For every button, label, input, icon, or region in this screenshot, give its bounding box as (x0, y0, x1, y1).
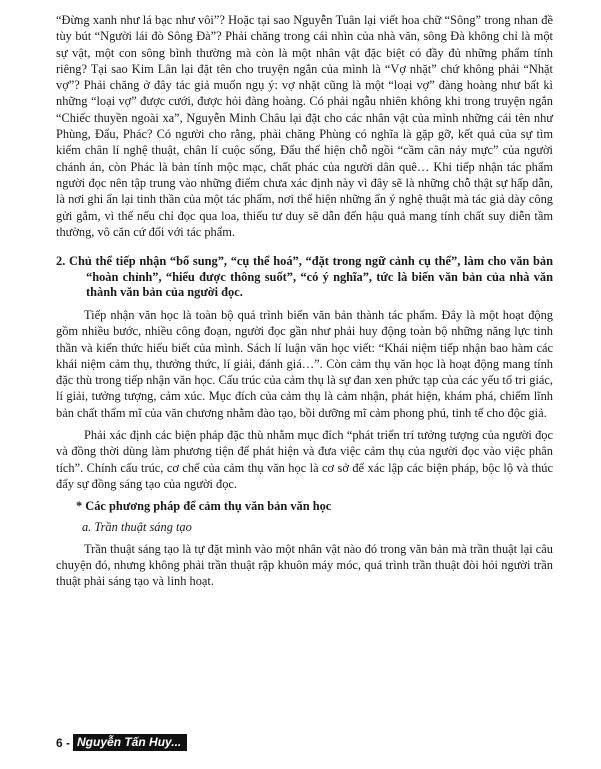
body-paragraph: Tiếp nhận văn học là toàn bộ quá trình biến văn bản thành tác phẩm. Đây là một hoạt động gồm nhiều bước, nhiều công đoạn, người đọc gần như phải huy động toàn bộ những năng lực tinh thần và kiến thức hiểu biết của mình. Sách lí luận văn học viết: “Khái niệm tiếp nhận bao hàm các khái niệm cảm thụ, thưởng thức, lí giải, đánh giá…”. Còn cảm thụ văn học là hoạt động mang tính đặc thù trong tiếp nhận văn học. Cấu trúc của cảm thụ là sự đan xen phức tạp của các yếu tố tri giác, lí giải, tưởng tượng, cảm xúc. Mục đích của cảm thụ là cảm nhận, phát hiện, khám phá, chiếm lĩnh bản chất thẩm mĩ của văn chương nhằm đào tạo, bồi dưỡng mĩ cảm phong phú, tinh tế cho độc giả. (56, 307, 553, 420)
author-label: Nguyễn Tấn Huy... (73, 734, 187, 751)
subsection-heading: * Các phương pháp để cảm thụ văn bản văn học (76, 499, 332, 514)
subsubsection-heading: a. Trần thuật sáng tạo (82, 519, 192, 534)
body-paragraph: Trần thuật sáng tạo là tự đặt mình vào một nhân vật nào đó trong văn bản mà trần thuật lại câu chuyện đó, nhưng không phải trần thuật rập khuôn máy móc, quá trình trần thuật đòi hỏi người trần thuật phải sáng tạo và linh hoạt. (56, 541, 553, 589)
page-content (56, 12, 553, 590)
page-footer (56, 734, 187, 751)
intro-paragraph: “Đừng xanh như lá bạc như vôi”? Hoặc tại sao Nguyễn Tuân lại viết hoa chữ “Sông” trong nhan đề tùy bút “Người lái đò Sông Đà”? Phải chăng trong cái nhìn của nhà văn, sông Đà không chỉ là một sự vật, một con sông bình thường mà còn là một nhân vật đặc biệt có đầy đủ những phẩm tính riêng? Tại sao Kim Lân lại đặt tên cho truyện ngắn của mình là “Vợ nhặt” chứ không phải “Nhặt vợ”? Phải chăng ở đây tác giả muốn ngụ ý: vợ nhặt cũng là một “loại vợ” đàng hoàng như bất kì những “loại vợ” được cưới, được hỏi đàng hoàng. Có phải ngẫu nhiên không khi trong truyện ngắn “Chiếc thuyền ngoài xa”, Nguyễn Minh Châu lại đặt cho các nhân vật của mình những cái tên như Phùng, Đẩu, Phác? Có người cho rằng, phải chăng Phùng có nghĩa là gặp gỡ, kết quả của sự tìm kiếm chân lí nghệ thuật, chân lí cuộc sống, Đẩu thể hiện chỗ ngồi “cầm cân nảy mực” của người chánh án, còn Phác là bản tính mộc mạc, chất phác của người dân quê… Khi tiếp nhận tác phẩm người đọc nên tập trung vào những điểm chưa xác định này vì đây sẽ là những chỗ thật sự hấp dẫn, là nơi ghi ẩn lại tinh thần của một tác phẩm, nơi thể hiện những ẩn ý nghệ thuật mà tác giả dày công gửi gắm, vì thế nếu chỉ đọc qua loa, thiếu tư duy sẽ dẫn đến hậu quả mang tính chất suy diễn tầm thường, vô căn cứ đối với tác phẩm. (56, 13, 553, 239)
section-heading: 2. Chủ thể tiếp nhận “bổ sung”, “cụ thể hoá”, “đặt trong ngữ cảnh cụ thể”, làm cho văn bản “hoàn chỉnh”, “hiểu được thông suốt”, “có ý nghĩa”, tức là biến văn bản của nhà văn thành văn bản của người đọc. (56, 254, 553, 300)
body-paragraph: Phải xác định các biện pháp đặc thù nhằm mục đích “phát triển trí tưởng tượng của người đọc và đồng thời dùng làm phương tiện để phát hiện và đưa việc cảm thụ của người đọc vào việc phân tích”. Chính cấu trúc, cơ chế của cảm thụ văn học là cơ sở để xác lập các biện pháp, bộc lộ và thúc đẩy sự đồng sáng tạo của người đọc. (56, 428, 553, 491)
page-number: 6 - (56, 735, 71, 750)
